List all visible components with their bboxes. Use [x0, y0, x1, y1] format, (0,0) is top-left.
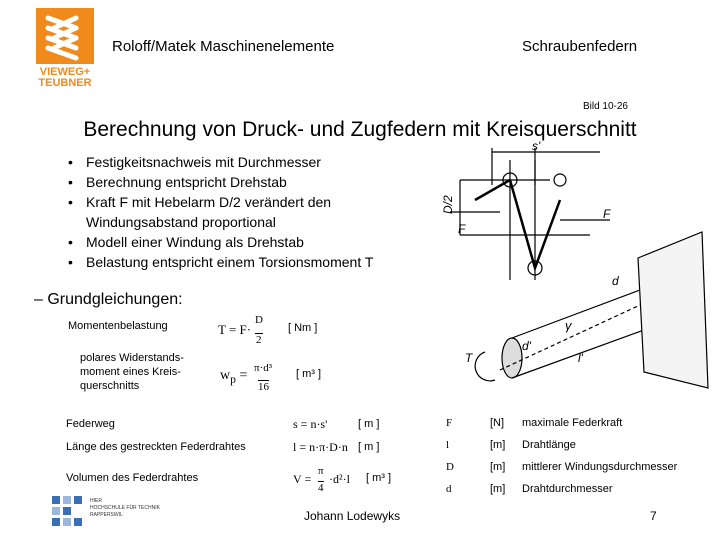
bullet-item: • Festigkeitsnachweis mit Durchmesser	[66, 152, 446, 172]
logo-line2: TEUBNER	[38, 77, 92, 89]
laenge-label: Länge des gestreckten Federdrahtes	[66, 441, 246, 453]
school-name: HIER HOCHSCHULE FÜR TECHNIK RAPPERSWIL	[90, 498, 160, 518]
wp-num: π·d³	[254, 362, 273, 374]
d-half-label: D/2	[441, 195, 455, 214]
volumen-eq: V =	[293, 472, 312, 486]
legend-row: l [m] Drahtlänge	[446, 439, 576, 451]
torque-label: T	[465, 351, 473, 365]
legend-row: D [m] mittlerer Windungsdurchmesser	[446, 461, 678, 473]
federweg-label: Federweg	[66, 418, 115, 430]
volumen-den: 4	[318, 482, 324, 494]
wp-label: polares Widerstands-moment eines Kreis-querschnitts	[80, 352, 184, 392]
wire-d-label: d	[612, 274, 619, 288]
author: Johann Lodewyks	[304, 509, 401, 523]
wp-den: 16	[258, 381, 269, 393]
wp-sub: p	[230, 372, 236, 386]
moment-unit: [ Nm ]	[288, 322, 318, 334]
bullet-item: • Modell einer Windung als Drehstab	[66, 232, 446, 252]
bullet-item: • Berechnung entspricht Drehstab	[66, 172, 446, 192]
federweg-unit: [ m ]	[358, 418, 380, 430]
legend-row: F [N] maximale Federkraft	[446, 417, 623, 429]
volumen-tail: ·d²·l	[329, 472, 350, 486]
logo-line1: VIEWEG+	[39, 66, 91, 78]
volumen-label: Volumen des Federdrahtes	[66, 472, 199, 484]
volumen-unit: [ m³ ]	[366, 472, 392, 484]
school-logo-icon	[52, 496, 82, 526]
grundgleichungen-heading: – Grundgleichungen:	[34, 291, 183, 308]
spring-logo-icon	[36, 8, 94, 64]
publisher-logo	[36, 8, 94, 88]
moment-label: Momentenbelastung	[68, 320, 168, 332]
wp-eq: $w_p$ =	[220, 368, 248, 386]
gamma-label: γ	[565, 318, 572, 333]
volumen-num: π	[318, 465, 324, 477]
laenge-eq: l = n·π·D·n	[293, 440, 348, 454]
slide-title: Berechnung von Druck- und Zugfedern mit Kreisquerschnitt	[83, 118, 637, 141]
force-right-label: F	[603, 207, 611, 221]
wp-unit: [ m³ ]	[296, 368, 322, 380]
federweg-eq: s = n·s'	[293, 417, 328, 431]
bullet-item: • Kraft F mit Hebelarm D/2 verändert den Windungsabstand proportional	[66, 192, 356, 232]
force-left-label: F	[458, 222, 466, 236]
l-prime-label: l'	[578, 351, 583, 365]
topic-title: Schraubenfedern	[522, 38, 638, 55]
figure-number: Bild 10-26	[582, 101, 628, 112]
page-number: 7	[650, 509, 657, 523]
moment-den: 2	[256, 334, 262, 346]
d-prime-label: d'	[522, 339, 531, 353]
bullet-item: • Belastung entspricht einem Torsionsmoment T	[66, 252, 446, 272]
moment-num: D	[255, 314, 263, 326]
legend-row: d [m] Drahtdurchmesser	[446, 483, 613, 495]
laenge-unit: [ m ]	[358, 441, 380, 453]
symbol-legend	[446, 412, 677, 500]
s-prime-label: s'	[532, 140, 541, 153]
bullet-list	[66, 152, 446, 272]
spring-diagram	[440, 140, 720, 395]
moment-eq: T = F·	[218, 322, 252, 337]
book-title: Roloff/Matek Maschinenelemente	[112, 38, 335, 55]
